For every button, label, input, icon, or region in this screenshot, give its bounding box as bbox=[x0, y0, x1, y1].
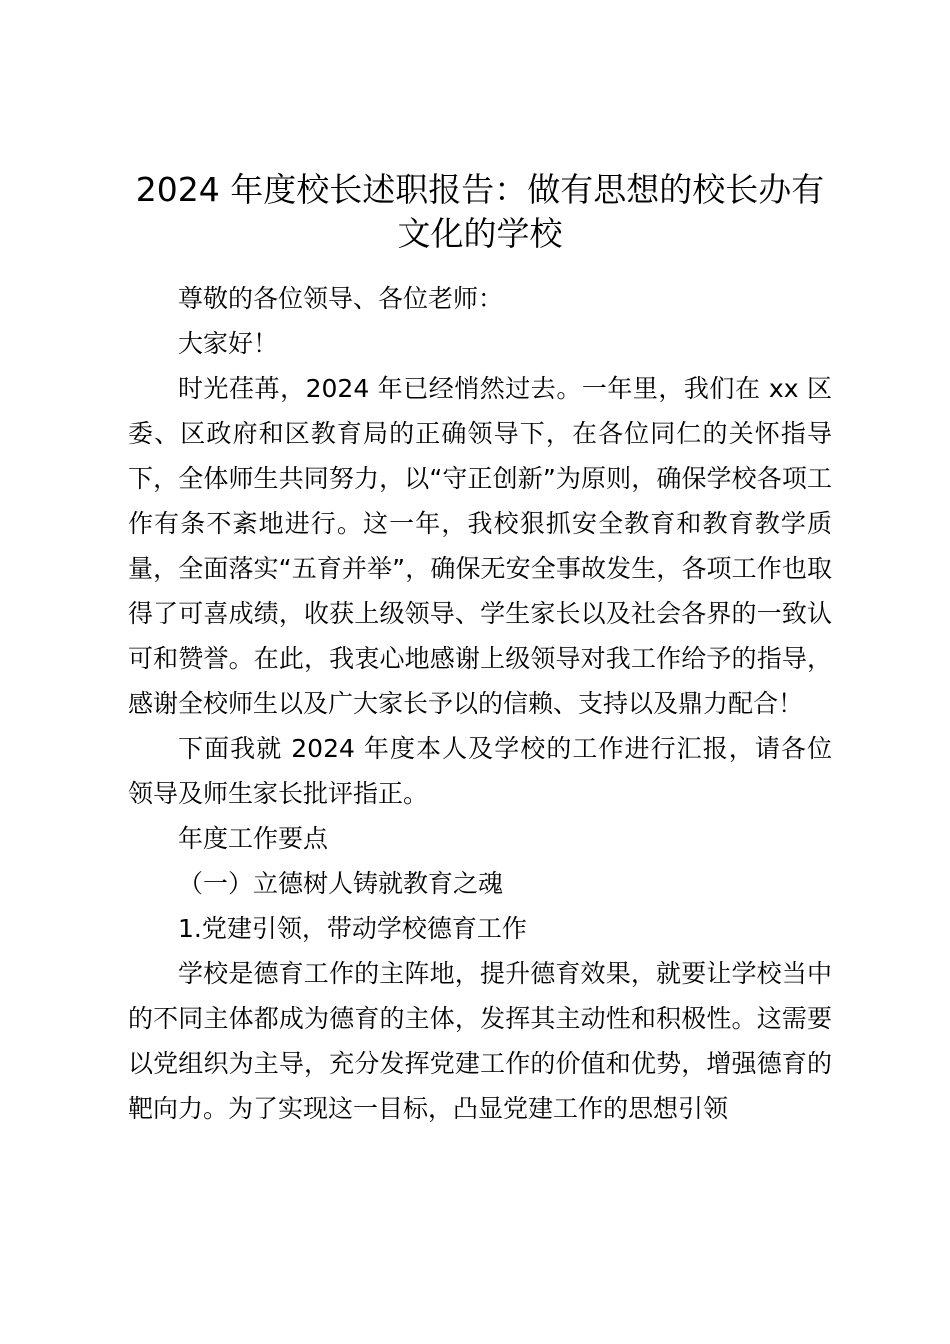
body-paragraph: 学校是德育工作的主阵地，提升德育效果，就要让学校当中的不同主体都成为德育的主体，发挥其主动性和积极性。这需要以党组织为主导，充分发挥党建工作的价值和优势，增强德育的靶向力。为了实现这一目标，凸显党建工作的思想引领 bbox=[128, 959, 832, 1123]
document-body bbox=[128, 168, 832, 1131]
greeting: 大家好！ bbox=[178, 329, 279, 358]
item-heading: 1.党建引领，带动学校德育工作 bbox=[178, 914, 527, 943]
intro-paragraph: 时光荏苒，2024 年已经悄然过去。一年里，我们在 xx 区委、区政府和区教育局的正确领导下，在各位同仁的关怀指导下，全体师生共同努力，以“守正创新”为原则，确保学校各项工作有条不紊地进行。这一年，我校狠抓安全教育和教育教学质量，全面落实“五育并举”，确保无安全事故发生，各项工作也取得了可喜成绩，收获上级领导、学生家长以及社会各界的一致认可和赞誉。在此，我衷心地感谢上级领导对我工作给予的指导，感谢全校师生以及广大家长予以的信赖、支持以及鼎力配合！ bbox=[128, 374, 832, 718]
salutation: 尊敬的各位领导、各位老师： bbox=[178, 284, 504, 313]
document-title: 2024 年度校长述职报告：做有思想的校长办有文化的学校 bbox=[135, 170, 825, 253]
subsection-heading: （一）立德树人铸就教育之魂 bbox=[178, 869, 504, 898]
report-intro-paragraph: 下面我就 2024 年度本人及学校的工作进行汇报，请各位领导及师生家长批评指正。 bbox=[128, 734, 832, 808]
section-heading: 年度工作要点 bbox=[178, 824, 329, 853]
